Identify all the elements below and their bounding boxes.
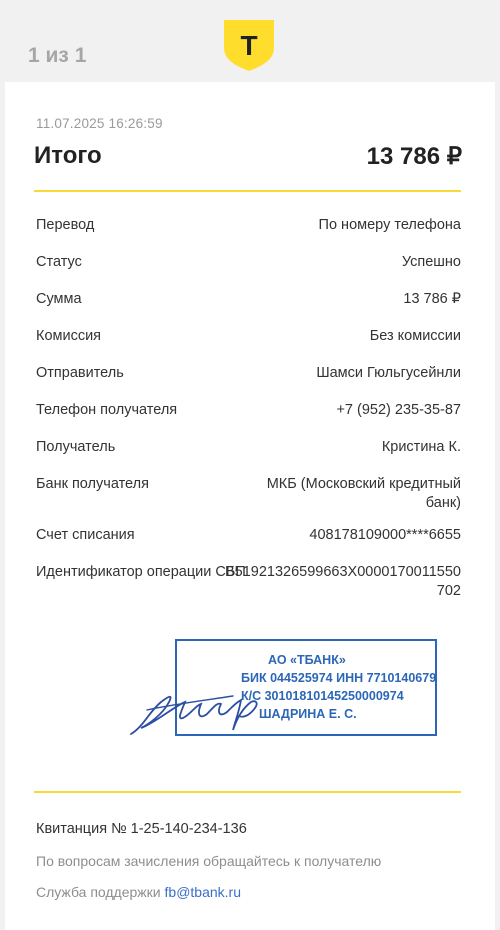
detail-value: МКБ (Московский кредитный банк) bbox=[266, 476, 461, 511]
detail-value: Кристина К. bbox=[381, 439, 461, 455]
detail-label: Банк получателя bbox=[36, 476, 149, 492]
divider bbox=[34, 791, 461, 793]
total-label: Итого bbox=[34, 142, 102, 169]
stamp-correspondent-account: К/С 30101810145250000974 bbox=[241, 689, 404, 703]
detail-value: Успешно bbox=[401, 254, 461, 270]
detail-label: Идентификатор операции СБП bbox=[36, 564, 246, 580]
page-counter: 1 из 1 bbox=[28, 44, 87, 67]
detail-value: 13 786 ₽ bbox=[403, 291, 461, 307]
detail-value: 408178109000****6655 bbox=[309, 527, 461, 543]
stamp-bik-inn: БИК 044525974 ИНН 7710140679 bbox=[241, 671, 437, 685]
signature-icon bbox=[123, 672, 283, 747]
operation-datetime: 11.07.2025 16:26:59 bbox=[36, 116, 163, 131]
detail-value: Без комиссии bbox=[369, 328, 461, 344]
detail-value: +7 (952) 235-35-87 bbox=[336, 402, 461, 418]
tbank-logo-icon bbox=[222, 18, 276, 72]
detail-label: Отправитель bbox=[36, 365, 124, 381]
divider bbox=[34, 190, 461, 192]
receipt-card bbox=[5, 82, 495, 930]
detail-label: Телефон получателя bbox=[36, 402, 178, 418]
receipt-number: Квитанция № 1-25-140-234-136 bbox=[36, 821, 247, 837]
detail-value: Шамси Гюльгусейнли bbox=[316, 365, 461, 381]
detail-label: Получатель bbox=[36, 439, 116, 455]
detail-value: B51921326599663X0000170011550702 bbox=[224, 564, 461, 599]
detail-label: Комиссия bbox=[36, 328, 102, 344]
detail-label: Счет списания bbox=[36, 527, 135, 543]
detail-value: По номеру телефона bbox=[318, 217, 461, 233]
stamp-signer: ШАДРИНА Е. С. bbox=[259, 707, 357, 721]
footer-note: По вопросам зачисления обращайтесь к получателю bbox=[36, 853, 382, 869]
detail-label: Сумма bbox=[36, 291, 82, 307]
detail-label: Статус bbox=[36, 254, 82, 270]
stamp-bank-name: АО «ТБАНК» bbox=[268, 653, 346, 667]
detail-label: Перевод bbox=[36, 217, 95, 233]
support-line bbox=[36, 884, 241, 900]
svg-text:Т: Т bbox=[240, 30, 258, 61]
total-amount: 13 786 ₽ bbox=[366, 143, 462, 170]
support-label: Служба поддержки bbox=[36, 884, 165, 900]
support-email-link[interactable]: fb@tbank.ru bbox=[164, 884, 241, 900]
